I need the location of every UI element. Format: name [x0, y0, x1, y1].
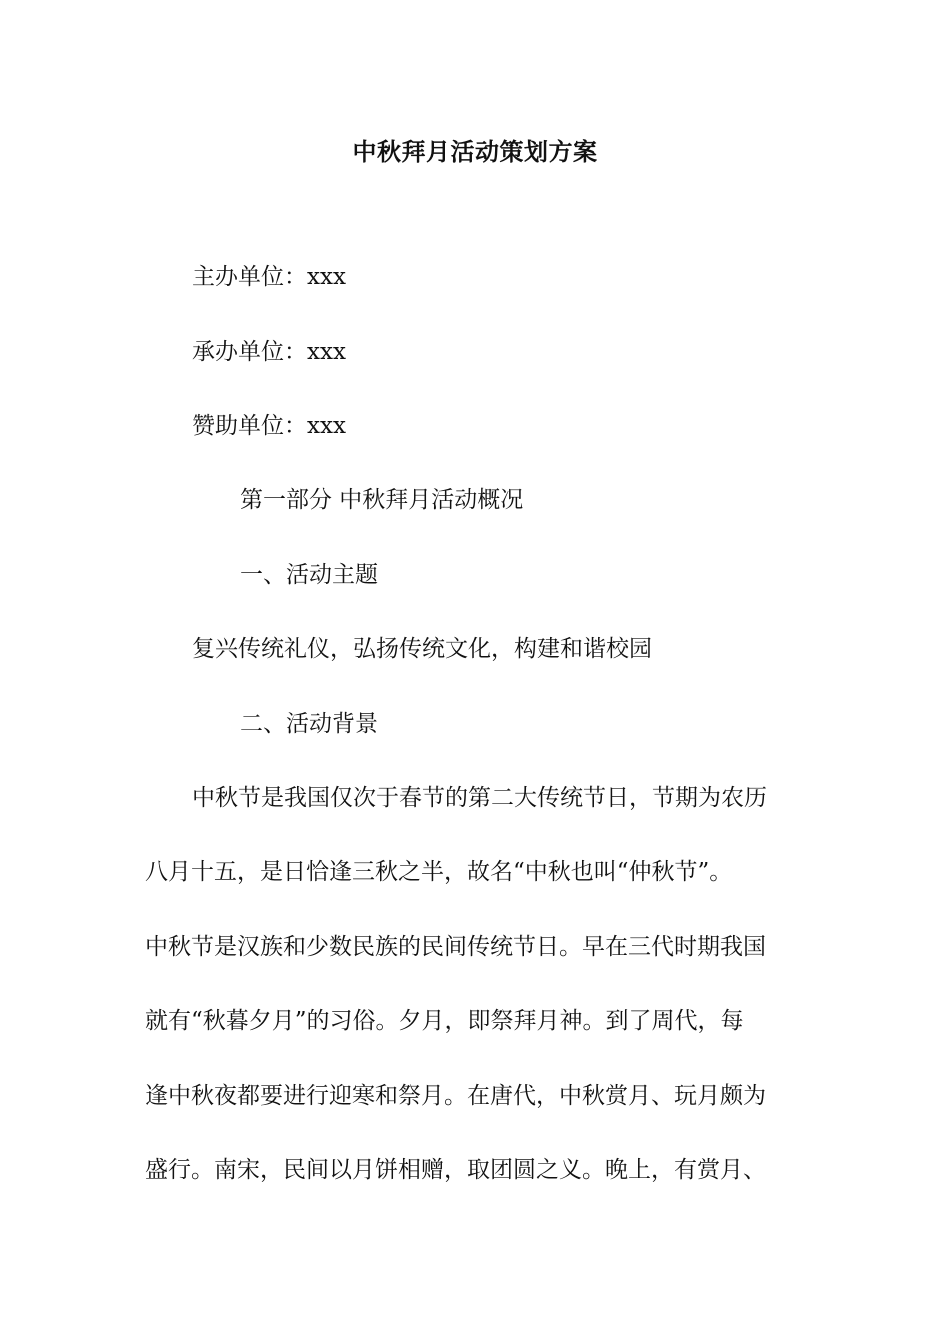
organizer-host: 主办单位：xxx: [192, 264, 346, 290]
paragraph-line: 就有“秋暮夕月”的习俗。夕月，即祭拜月神。到了周代，每: [145, 1008, 744, 1034]
paragraph-line: 逢中秋夜都要进行迎寒和祭月。在唐代，中秋赏月、玩月颇为: [145, 1083, 766, 1109]
section-heading-background: 二、活动背景: [240, 711, 378, 737]
organizer-sponsor: 赞助单位：xxx: [192, 413, 346, 439]
organizer-undertaker: 承办单位：xxx: [192, 339, 346, 365]
part-heading: 第一部分 中秋拜月活动概况: [240, 487, 524, 513]
paragraph-line: 中秋节是汉族和少数民族的民间传统节日。早在三代时期我国: [145, 934, 766, 960]
section-heading-theme: 一、活动主题: [240, 562, 378, 588]
theme-text: 复兴传统礼仪，弘扬传统文化，构建和谐校园: [192, 636, 652, 662]
paragraph-line: 中秋节是我国仅次于春节的第二大传统节日，节期为农历: [192, 785, 767, 811]
document-title: 中秋拜月活动策划方案: [352, 137, 598, 166]
paragraph-line: 盛行。南宋，民间以月饼相赠，取团圆之义。晚上，有赏月、: [145, 1157, 766, 1183]
paragraph-line: 八月十五，是日恰逢三秋之半，故名“中秋也叫“仲秋节”。: [145, 859, 733, 885]
